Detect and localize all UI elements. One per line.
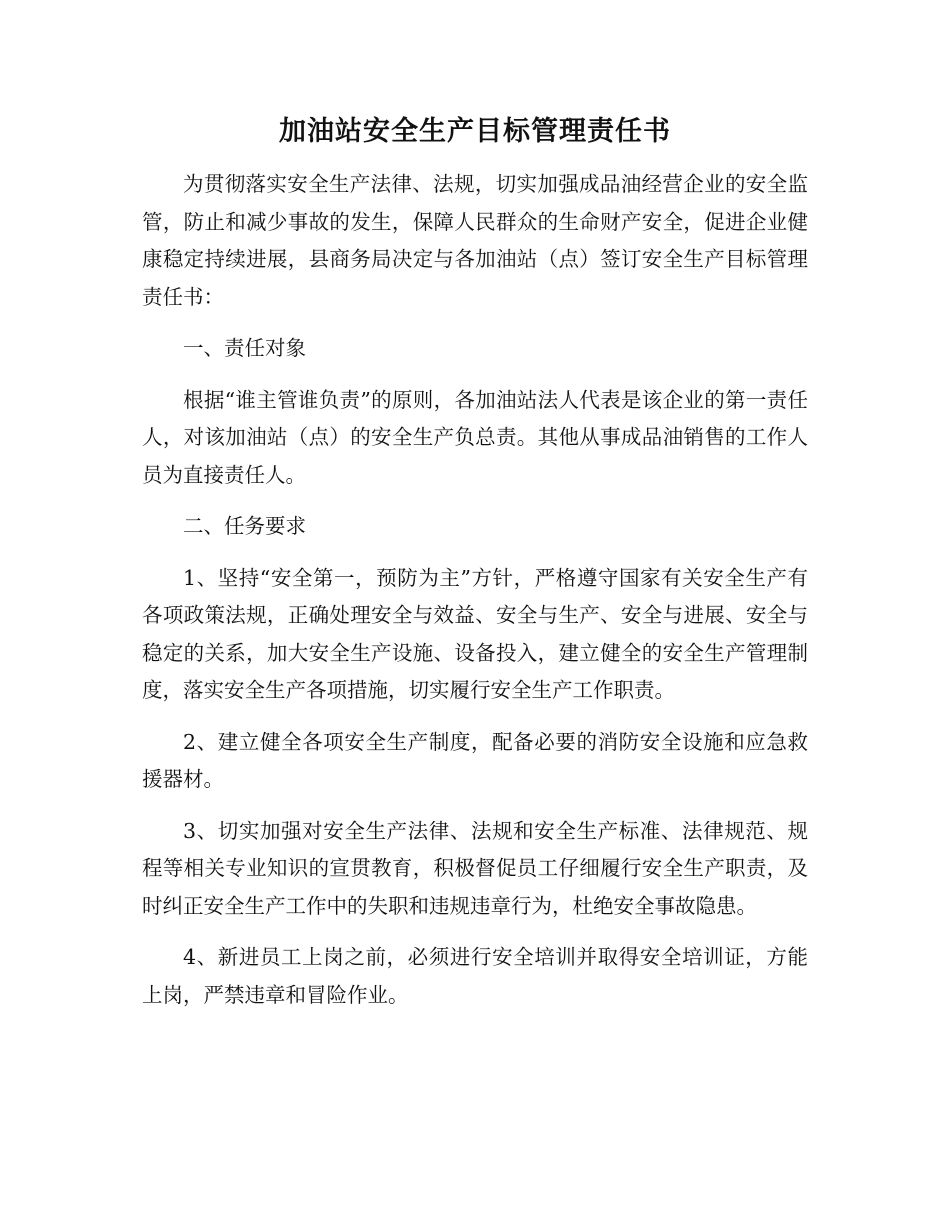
paragraph-responsibility-target: 根据“谁主管谁负责”的原则，各加油站法人代表是该企业的第一责任人，对该加油站（点）的安全生产负总责。其他从事成品油销售的工作人员为直接责任人。 <box>142 387 808 487</box>
paragraph-requirement-4: 4、新进员工上岗之前，必须进行安全培训并取得安全培训证，方能上岗，严禁违章和冒险作业。 <box>142 945 808 1007</box>
paragraph-requirement-3: 3、切实加强对安全生产法律、法规和安全生产标准、法律规范、规程等相关专业知识的宣贯教育，积极督促员工仔细履行安全生产职责，及时纠正安全生产工作中的失职和违规违章行为，杜绝安全事故隐患。 <box>142 818 808 918</box>
paragraph-intro: 为贯彻落实安全生产法律、法规，切实加强成品油经营企业的安全监管，防止和减少事故的发生，保障人民群众的生命财产安全，促进企业健康稳定持续进展，县商务局决定与各加油站（点）签订安全生产目标管理责任书： <box>142 172 808 309</box>
section-heading-responsibility-target: 一、责任对象 <box>183 336 306 360</box>
paragraph-requirement-1: 1、坚持“安全第一，预防为主”方针，严格遵守国家有关安全生产有各项政策法规，正确处理安全与效益、安全与生产、安全与进展、安全与稳定的关系，加大安全生产设施、设备投入，建立健全的安全生产管理制度，落实安全生产各项措施，切实履行安全生产工作职责。 <box>142 565 808 702</box>
paragraph-requirement-2: 2、建立健全各项安全生产制度，配备必要的消防安全设施和应急救援器材。 <box>142 729 808 791</box>
document-body <box>142 166 808 1028</box>
section-heading-task-requirements: 二、任务要求 <box>183 514 306 538</box>
document-title: 加油站安全生产目标管理责任书 <box>279 116 671 147</box>
